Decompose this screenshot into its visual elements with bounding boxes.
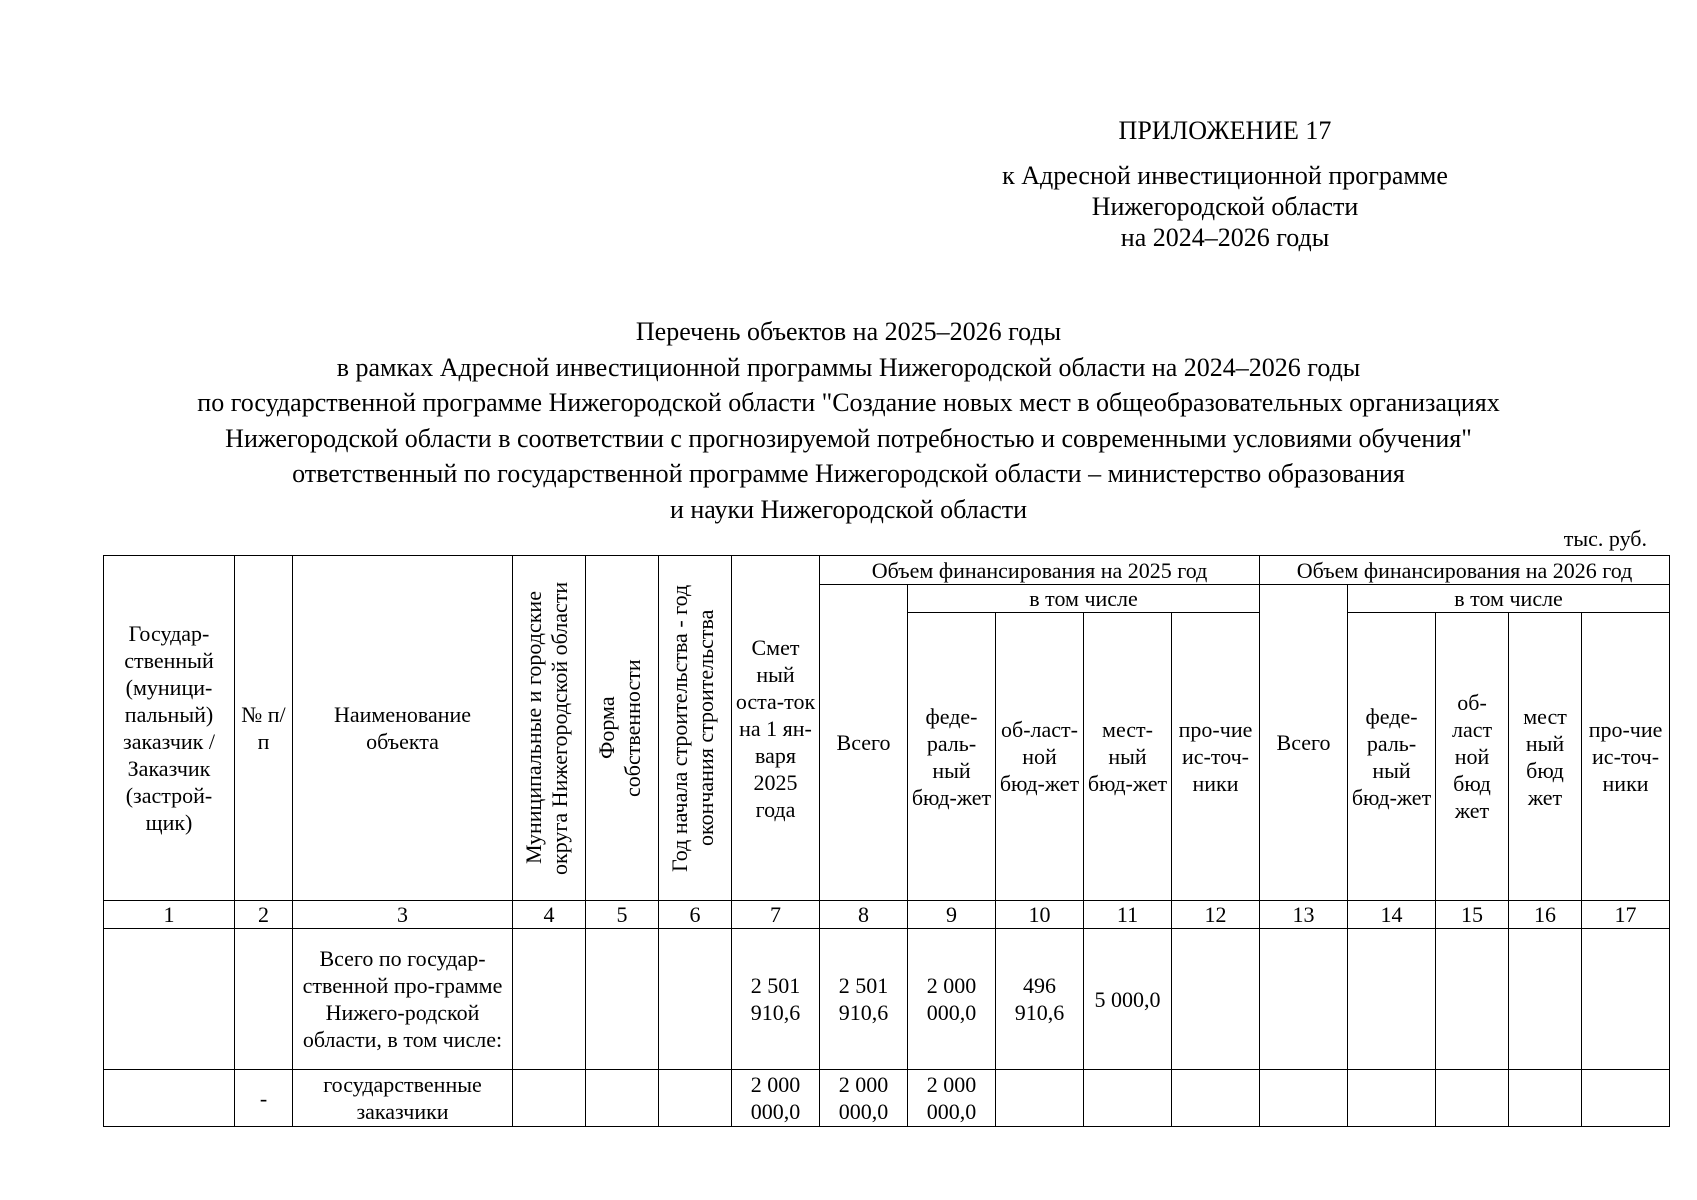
column-number: 8 xyxy=(820,901,908,929)
header-ownership-text: Форма собственности xyxy=(594,659,645,797)
header-including-2025: в том числе xyxy=(908,585,1260,613)
document-heading xyxy=(60,314,1637,527)
cell-ownership xyxy=(586,929,659,1070)
table-row xyxy=(104,1070,1670,1127)
column-number: 7 xyxy=(732,901,820,929)
objects-table xyxy=(103,555,1670,1127)
header-estimate: Смет ный оста-ток на 1 ян-варя 2025 года xyxy=(732,556,820,901)
cell-other-2025 xyxy=(1172,1070,1260,1127)
cell-local-2026 xyxy=(1509,929,1582,1070)
header-districts-text: Муниципальные и городские округа Нижегородской области xyxy=(521,581,572,875)
header-fin-2025: Объем финансирования на 2025 год xyxy=(820,556,1260,585)
header-customer: Государ-ственный (муници-пальный) заказчик / Заказчик (застрой-щик) xyxy=(104,556,235,901)
header-name: Наименование объекта xyxy=(293,556,513,901)
header-regional-2025: об-ласт-ной бюд-жет xyxy=(996,613,1084,901)
cell-total-2025: 2 000 000,0 xyxy=(820,1070,908,1127)
header-years xyxy=(659,556,732,901)
column-number: 14 xyxy=(1348,901,1436,929)
cell-ownership xyxy=(586,1070,659,1127)
header-ownership xyxy=(586,556,659,901)
appendix-line-1: к Адресной инвестиционной программе xyxy=(1002,161,1448,190)
cell-local-2026 xyxy=(1509,1070,1582,1127)
heading-line-2: в рамках Адресной инвестиционной программы Нижегородской области на 2024–2026 годы xyxy=(336,352,1361,382)
header-including-2026: в том числе xyxy=(1348,585,1670,613)
header-total-2025: Всего xyxy=(820,585,908,901)
header-regional-2026: об-ласт ной бюд жет xyxy=(1436,613,1509,901)
cell-number xyxy=(235,929,293,1070)
header-federal-2025: феде-раль-ный бюд-жет xyxy=(908,613,996,901)
column-number: 16 xyxy=(1509,901,1582,929)
cell-regional-2025 xyxy=(996,1070,1084,1127)
appendix-line-3: на 2024–2026 годы xyxy=(1120,223,1330,252)
cell-regional-2026 xyxy=(1436,1070,1509,1127)
cell-local-2025 xyxy=(1084,1070,1172,1127)
cell-federal-2025: 2 000 000,0 xyxy=(908,929,996,1070)
header-districts xyxy=(513,556,586,901)
header-local-2026: мест ный бюд жет xyxy=(1509,613,1582,901)
heading-line-6: и науки Нижегородской области xyxy=(669,494,1028,524)
header-local-2025: мест-ный бюд-жет xyxy=(1084,613,1172,901)
appendix-block xyxy=(960,115,1490,253)
appendix-title: ПРИЛОЖЕНИЕ 17 xyxy=(1118,116,1332,145)
cell-total-2026 xyxy=(1260,1070,1348,1127)
column-number: 10 xyxy=(996,901,1084,929)
column-number: 9 xyxy=(908,901,996,929)
header-federal-2026: феде-раль-ный бюд-жет xyxy=(1348,613,1436,901)
cell-estimate: 2 501 910,6 xyxy=(732,929,820,1070)
cell-other-2025 xyxy=(1172,929,1260,1070)
heading-line-5: ответственный по государственной программе Нижегородской области – министерство образования xyxy=(292,459,1405,488)
cell-customer xyxy=(104,929,235,1070)
unit-label: тыс. руб. xyxy=(1563,526,1647,551)
table-row xyxy=(104,929,1670,1070)
cell-years xyxy=(659,929,732,1070)
cell-total-2026 xyxy=(1260,929,1348,1070)
header-other-2026: про-чие ис-точ-ники xyxy=(1582,613,1670,901)
heading-line-1: Перечень объектов на 2025–2026 годы xyxy=(635,317,1062,346)
header-years-text: Год начала строительства - год окончания строительства xyxy=(667,584,718,872)
column-number: 5 xyxy=(586,901,659,929)
column-number: 15 xyxy=(1436,901,1509,929)
cell-number: - xyxy=(235,1070,293,1127)
cell-regional-2025: 496 910,6 xyxy=(996,929,1084,1070)
header-row-1 xyxy=(104,556,1670,585)
column-number: 2 xyxy=(235,901,293,929)
cell-estimate: 2 000 000,0 xyxy=(732,1070,820,1127)
cell-other-2026 xyxy=(1582,929,1670,1070)
header-number: № п/п xyxy=(235,556,293,901)
column-number: 12 xyxy=(1172,901,1260,929)
cell-federal-2026 xyxy=(1348,929,1436,1070)
column-number: 3 xyxy=(293,901,513,929)
cell-local-2025: 5 000,0 xyxy=(1084,929,1172,1070)
column-number-row xyxy=(104,901,1670,929)
cell-districts xyxy=(513,1070,586,1127)
header-other-2025: про-чие ис-точ-ники xyxy=(1172,613,1260,901)
column-number: 13 xyxy=(1260,901,1348,929)
cell-years xyxy=(659,1070,732,1127)
heading-line-4: Нижегородской области в соответствии с прогнозируемой потребностью и современными условиями обучения" xyxy=(225,423,1472,453)
cell-name: государственные заказчики xyxy=(293,1070,513,1127)
column-number: 4 xyxy=(513,901,586,929)
cell-total-2025: 2 501 910,6 xyxy=(820,929,908,1070)
appendix-line-2: Нижегородской области xyxy=(1091,192,1359,221)
header-total-2026: Всего xyxy=(1260,585,1348,901)
header-fin-2026: Объем финансирования на 2026 год xyxy=(1260,556,1670,585)
heading-line-3: по государственной программе Нижегородской области "Создание новых мест в общеобразовательных организациях xyxy=(197,388,1500,417)
cell-other-2026 xyxy=(1582,1070,1670,1127)
cell-federal-2026 xyxy=(1348,1070,1436,1127)
cell-federal-2025: 2 000 000,0 xyxy=(908,1070,996,1127)
column-number: 1 xyxy=(104,901,235,929)
cell-districts xyxy=(513,929,586,1070)
cell-customer xyxy=(104,1070,235,1127)
column-number: 11 xyxy=(1084,901,1172,929)
column-number: 6 xyxy=(659,901,732,929)
cell-regional-2026 xyxy=(1436,929,1509,1070)
cell-name: Всего по государ-ственной про-грамме Нижего-родской области, в том числе: xyxy=(293,929,513,1070)
column-number: 17 xyxy=(1582,901,1670,929)
